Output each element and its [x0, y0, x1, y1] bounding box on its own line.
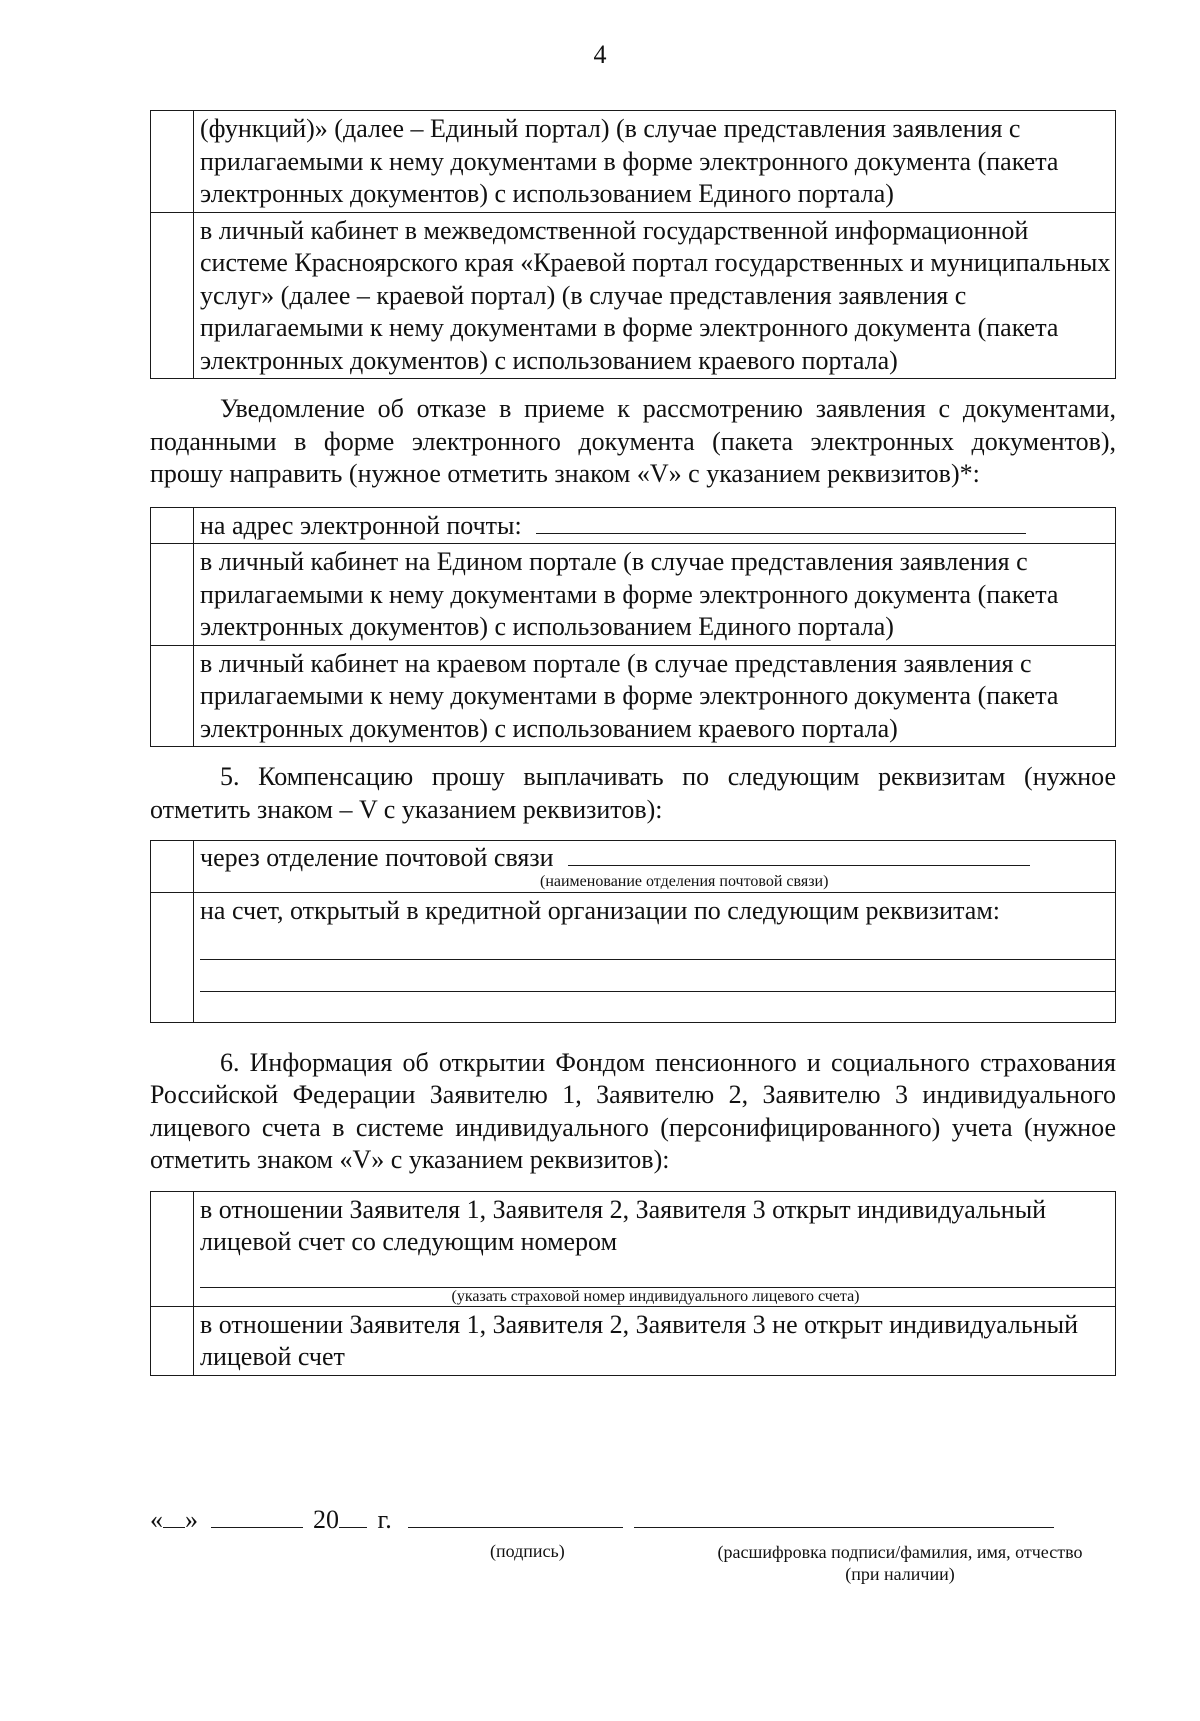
table-row — [151, 893, 1116, 1023]
option-text: в личный кабинет в межведомственной государственной информационной системе Красноярского края «Краевой портал государственных и муниципальных услуг» (далее – краевой портал) (в случае представления заявления с прилагаемыми к нему документами в форме электронного документа (пакета электронных документов) с использованием краевого портала) — [194, 212, 1116, 379]
section5-paragraph: 5. Компенсацию прошу выплачивать по следующим реквизитам (нужное отметить знаком – V с указанием реквизитов): — [150, 762, 1116, 824]
checkbox-cell[interactable] — [151, 645, 194, 747]
personal-account-table — [150, 1191, 1116, 1376]
signature-block — [150, 1503, 1116, 1593]
document-body — [150, 110, 1116, 1376]
bank-details-line[interactable] — [200, 960, 1115, 992]
checkbox-cell[interactable] — [151, 111, 194, 213]
payment-method-table — [150, 840, 1116, 1023]
table-row — [151, 111, 1116, 213]
option-text: в личный кабинет на краевом портале (в случае представления заявления с прилагаемыми к нему документами в форме электронного документа (пакета электронных документов) с использованием краевого портала) — [194, 645, 1116, 747]
email-label: на адрес электронной почты: — [200, 510, 522, 540]
delivery-options-table — [150, 110, 1116, 379]
name-decoding-input-line[interactable] — [634, 1503, 1054, 1528]
checkbox-cell[interactable] — [151, 212, 194, 379]
checkbox-cell[interactable] — [151, 1191, 194, 1306]
option-text: в личный кабинет на Едином портале (в случае представления заявления с прилагаемыми к нему документами в форме электронного документа (пакета электронных документов) с использованием Единого портала) — [194, 544, 1116, 646]
signature-hint: (подпись) — [490, 1541, 565, 1561]
email-input-line[interactable] — [536, 511, 1026, 534]
account-opened-option — [194, 1191, 1116, 1306]
page-number: 4 — [593, 40, 607, 69]
table-row — [151, 645, 1116, 747]
month-input-line[interactable] — [211, 1503, 303, 1528]
table-row — [151, 544, 1116, 646]
table-row — [151, 1191, 1116, 1306]
checkbox-cell[interactable] — [151, 893, 194, 1023]
bank-label: на счет, открытый в кредитной организации по следующим реквизитам: — [200, 896, 1000, 925]
notice-paragraph: Уведомление об отказе в приеме к рассмотрению заявления с документами, поданными в форме электронного документа (пакета электронных документов), прошу направить (нужное отметить знаком «V» с указанием реквизитов)*: — [150, 394, 1116, 488]
post-label: через отделение почтовой связи — [200, 843, 554, 872]
quote-open: « — [150, 1505, 163, 1534]
email-option — [194, 507, 1116, 544]
post-option — [194, 841, 1116, 893]
date-signature-row — [150, 1503, 1054, 1536]
bank-option — [194, 893, 1116, 1023]
refusal-notice-table — [150, 507, 1116, 748]
decoding-hint: (расшифровка подписи/фамилия, имя, отчество (при наличии) — [717, 1542, 1083, 1584]
table-row — [151, 507, 1116, 544]
post-office-input-line[interactable] — [568, 843, 1030, 866]
signature-input-line[interactable] — [408, 1503, 623, 1528]
checkbox-cell[interactable] — [151, 507, 194, 544]
account-opened-label: в отношении Заявителя 1, Заявителя 2, Заявителя 3 открыт индивидуальный лицевой счет со следующим номером — [200, 1194, 1047, 1256]
option-text: (функций)» (далее – Единый портал) (в случае представления заявления с прилагаемыми к нему документами в форме электронного документа (пакета электронных документов) с использованием Единого портала) — [194, 111, 1116, 213]
checkbox-cell[interactable] — [151, 841, 194, 893]
bank-details-line[interactable] — [200, 928, 1115, 960]
post-hint: (наименование отделения почтовой связи) — [540, 873, 829, 890]
checkbox-cell[interactable] — [151, 544, 194, 646]
day-input-line[interactable] — [163, 1503, 185, 1528]
year-input-line[interactable] — [339, 1503, 367, 1528]
year-prefix: 20 — [313, 1505, 339, 1534]
year-suffix: г. — [377, 1505, 392, 1534]
snils-input-line[interactable] — [200, 1259, 1115, 1288]
checkbox-cell[interactable] — [151, 1306, 194, 1375]
quote-close: » — [185, 1505, 198, 1534]
snils-hint: (указать страховой номер индивидуального лицевого счета) — [451, 1287, 860, 1305]
section6-paragraph: 6. Информация об открытии Фондом пенсионного и социального страхования Российской Федерации Заявителю 1, Заявителю 2, Заявителю 3 индивидуального лицевого счета в системе индивидуального (персонифицированного) учета (нужное отметить знаком «V» с указанием реквизитов): — [150, 1047, 1116, 1174]
option-text: в отношении Заявителя 1, Заявителя 2, Заявителя 3 не открыт индивидуальный лицевой счет — [194, 1306, 1116, 1375]
table-row — [151, 1306, 1116, 1375]
table-row — [151, 212, 1116, 379]
table-row — [151, 841, 1116, 893]
